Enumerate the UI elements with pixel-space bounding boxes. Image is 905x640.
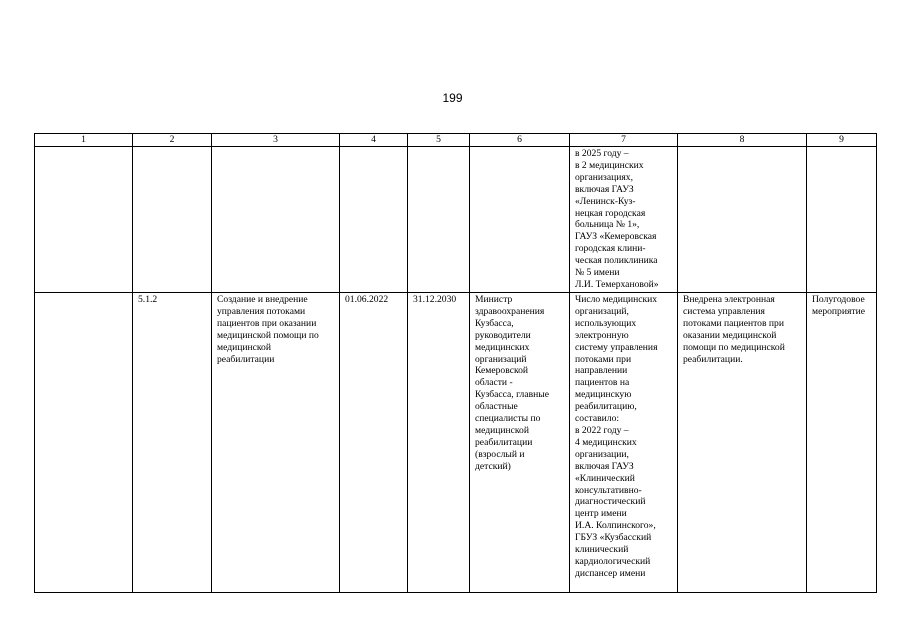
table-cell (408, 147, 470, 293)
responsible-cell: Министр здравоохранения Кузбасса, руководители медицинских организаций Кемеровской области - Кузбасса, главные областные специалисты по медицинской реабилитации (взрослый и детский) (470, 293, 570, 593)
table-cell (35, 147, 133, 293)
table-cell (35, 293, 133, 593)
result-cell: Внедрена электронная система управления потоками пациентов при оказании медицинской помощи по медицинской реабилитации. (678, 293, 807, 593)
table-cell (133, 147, 212, 293)
table-cell (470, 147, 570, 293)
column-header: 3 (212, 134, 340, 147)
table-cell (212, 147, 340, 293)
table-cell: в 2025 году – в 2 медицинских организациях, включая ГАУЗ «Ленинск-Куз- нецкая городская больница № 1», ГАУЗ «Кемеровская городская клини- ческая поликлиника № 5 имени Л.И. Темерхановой» (570, 147, 678, 293)
table-cell (807, 147, 877, 293)
end-date-cell: 31.12.2030 (408, 293, 470, 593)
column-header: 8 (678, 134, 807, 147)
plan-table (34, 133, 877, 593)
activity-name-cell: Создание и внедрение управления потоками пациентов при оказании медицинской помощи по медицинской реабилитации (212, 293, 340, 593)
column-header: 7 (570, 134, 678, 147)
table-row (35, 147, 877, 293)
header-row (35, 134, 877, 147)
page-number: 199 (442, 91, 463, 105)
column-header: 1 (35, 134, 133, 147)
table-cell (678, 147, 807, 293)
column-header: 6 (470, 134, 570, 147)
start-date-cell: 01.06.2022 (340, 293, 408, 593)
column-header: 5 (408, 134, 470, 147)
item-number-cell: 5.1.2 (133, 293, 212, 593)
column-header: 2 (133, 134, 212, 147)
frequency-cell: Полугодовое мероприятие (807, 293, 877, 593)
table-cell (340, 147, 408, 293)
indicator-cell: Число медицинских организаций, использующих электронную систему управления потоками при направлении пациентов на медицинскую реабилитацию, составило: в 2022 году – 4 медицинских организации, включая ГАУЗ «Клинический консультативно- диагностический центр имени И.А. Колпинского», ГБУЗ «Кузбасский клинический кардиологический диспансер имени (570, 293, 678, 593)
column-header: 9 (807, 134, 877, 147)
column-header: 4 (340, 134, 408, 147)
table-row (35, 293, 877, 593)
